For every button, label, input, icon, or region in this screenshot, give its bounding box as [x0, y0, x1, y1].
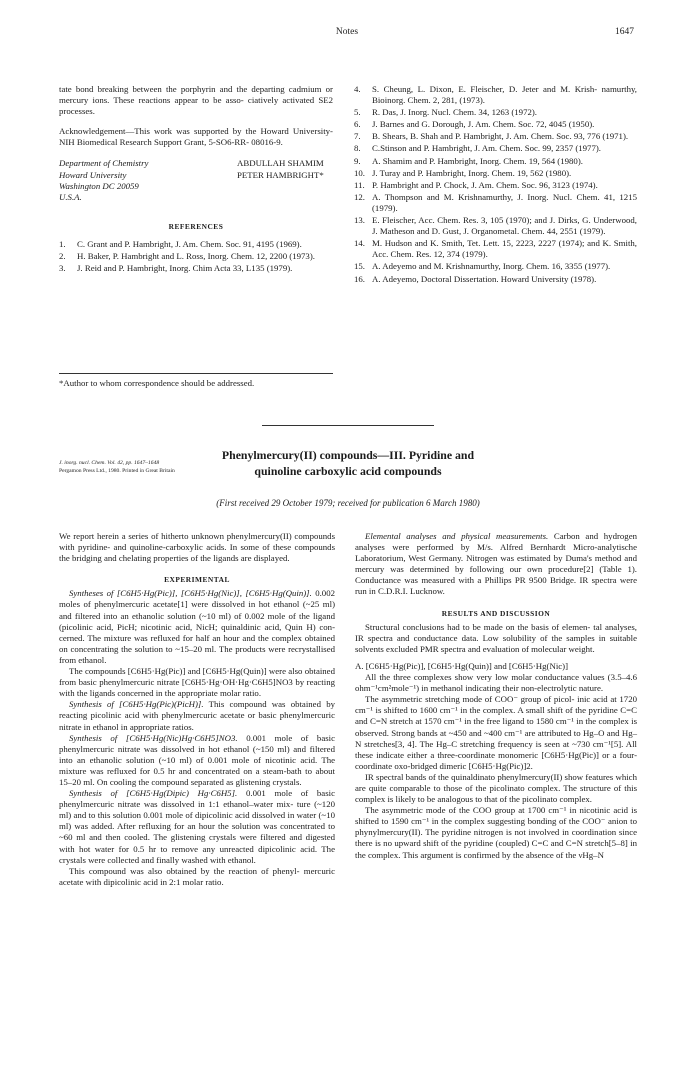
reference-item — [59, 263, 333, 274]
experimental-heading: EXPERIMENTAL — [164, 575, 230, 585]
reference-number: 9. — [354, 155, 361, 166]
journal-citation: J. inorg. nucl. Chem. Vol. 42, pp. 1647–1648 — [59, 460, 160, 466]
reference-text: C. Grant and P. Hambright, J. Am. Chem. Soc. 91, 4195 (1969). — [77, 238, 302, 249]
spacer — [355, 598, 637, 604]
reference-text: P. Hambright and P. Chock, J. Am. Chem. Soc. 96, 3123 (1974). — [372, 179, 598, 190]
dept-line: Department of Chemistry — [59, 158, 149, 169]
reference-item — [354, 274, 637, 285]
bottom-right-column — [355, 531, 637, 861]
reference-number: 6. — [354, 119, 361, 130]
reference-number: 4. — [354, 84, 361, 94]
department-address — [59, 158, 148, 202]
top-right-column — [354, 84, 637, 286]
synthesis-label: Synthesis of [C6H5·Hg(Nic)Hg·C6H5]NO3. — [69, 732, 238, 743]
reference-text: B. Shears, B. Shah and P. Hambright, J. Am. Chem. Soc. 93, 776 (1971). — [372, 131, 629, 142]
dept-line: Howard University — [59, 169, 127, 180]
publisher-line: Pergamon Press Ltd., 1980. Printed in Great Britain — [59, 467, 175, 474]
reference-number: 5. — [354, 107, 361, 118]
synthesis-paragraph — [59, 788, 335, 866]
page-number: 1647 — [615, 27, 634, 37]
reference-text: M. Hudson and K. Smith, Tet. Lett. 15, 2223, 2227 (1974); and K. Smith, Acc. Chem. Res. 12, 374 (1979). — [372, 238, 637, 260]
reference-number: 7. — [354, 131, 361, 142]
synthesis-paragraph: This compound was also obtained by the reaction of phenyl- mercuric acetate with dipicolinic acid in 2:1 molar ratio. — [59, 865, 335, 887]
reference-number: 10. — [354, 167, 365, 178]
reference-item — [354, 143, 637, 154]
title-line: Phenylmercury(II) compounds—III. Pyridine and — [221, 448, 475, 462]
synthesis-paragraph — [59, 733, 335, 788]
synthesis-paragraph — [59, 699, 335, 732]
measurements-text: Carbon and hydrogen analyses were performed by M/s. Alfred Bernhardt Micro-analytische Laboratorium, West Germany. Nitrogen was estimated by Duma's method and mercury was determined by following our own procedure[2] (Table 1). Conductance was measured with a Phillips PR 9500 Bridge. IR spectra were run in C.D.R.I. Lucknow. — [355, 531, 637, 597]
results-intro: Structural conclusions had to be made on the basis of elemen- tal analyses, IR spectra and conductance data. Low solubility of the samples in suitable solvents excluded PMR spectra and evaluation of molecular weight. — [355, 621, 637, 654]
reference-number: 12. — [354, 191, 365, 202]
running-head — [60, 27, 634, 41]
reference-number: 3. — [59, 262, 66, 273]
author-name: PETER HAMBRIGHT* — [237, 169, 324, 180]
results-paragraph: The asymmetric mode of the COO group at 1700 cm⁻¹ in nicotinic acid is shifted to 1590 cm⁻¹ in the complex suggesting bonding of the COO⁻ anion to phynylmercury(II). The pyridine nitrogen is not involved in coordination since there is no upward shift of the pyridine (coupled) C=C and C=N stretch[5–8] in the complex. This argument is confirmed by the absence of the νHg–N — [355, 805, 637, 860]
synthesis-paragraph: The compounds [C6H5·Hg(Pic)] and [C6H5·Hg(Quin)] were also obtained from basic phenylmercuric nitrate [C6H5·Hg·OH·Hg·C6H5]NO3 by reacting with the ligands concerned in the appropriate molar ratio. — [59, 666, 335, 699]
dept-line: Washington DC 20059 — [59, 180, 139, 191]
running-head-title: Notes — [335, 27, 359, 37]
top-left-column — [59, 84, 333, 275]
reference-item — [354, 192, 637, 214]
synthesis-label: Synthesis of [C6H5·Hg(Dipic) Hg·C6H5]. — [69, 788, 238, 799]
reference-number: 16. — [354, 273, 365, 284]
references-heading: REFERENCES — [168, 222, 224, 232]
reference-text: R. Das, J. Inorg. Nucl. Chem. 34, 1263 (1972). — [372, 107, 538, 118]
results-paragraph: All the three complexes show very low molar conductance values (3.5–4.6 ohm⁻¹cm²mole⁻¹) in methanol indicating their non-electrolytic nature. — [355, 672, 637, 694]
reference-item — [354, 180, 637, 191]
affiliation-block — [59, 158, 333, 204]
reference-number: 15. — [354, 261, 365, 272]
results-paragraph: IR spectral bands of the quinaldinato phenylmercury(II) show features which are quite comparable to those of the picolinato complex. The structure of this complex is likely to be analogous to that of the picolinato complex. — [355, 771, 637, 805]
measurements-paragraph — [355, 531, 637, 598]
synthesis-text: 0.002 moles of phenylmercuric acetate[1] were dissolved in hot ethanol (~25 ml) and filtered into an ethanolic solution (~10 ml) of 0.002 mole of the ligand (picolinic acid, PicH; nicotinic acid, NicH; quinaldinic acid, Quin H) con- cerned. The mixture was refluxed for half an hour and the complex obtained on concentrating the solution to ~15–20 ml. The products were recrystallised from ethanol. — [59, 588, 335, 665]
author-names — [237, 158, 324, 180]
spacer — [59, 564, 335, 570]
synthesis-text: This compound was obtained by reacting picolinic acid with phenylmercuric acetate or basic phenylmercuric nitrate in ethanol in appropriate ratios. — [59, 699, 335, 732]
reference-text: E. Fleischer, Acc. Chem. Res. 3, 105 (1970); and J. Dirks, G. Underwood, J. Matheson and D. Gust, J. Organometal. Chem. 44, 2551 (1979). — [372, 215, 637, 237]
reference-item — [59, 251, 333, 262]
reference-text: J. Barnes and G. Dorough, J. Am. Chem. Soc. 72, 4045 (1950). — [372, 119, 595, 130]
synthesis-label: Syntheses of [C6H5·Hg(Pic)], [C6H5·Hg(Nic)], [C6H5·Hg(Quin)]. — [69, 588, 312, 599]
acknowledgement: Acknowledgement—This work was supported by the Howard University-NIH Biomedical Research Support Grant, 5-SO6-RR- 08016-9. — [59, 126, 333, 148]
footnote: *Author to whom correspondence should be addressed. — [59, 378, 255, 388]
reference-item — [354, 84, 637, 106]
synthesis-paragraph — [59, 588, 335, 666]
reference-text: J. Reid and P. Hambright, Inorg. Chim Acta 33, L135 (1979). — [77, 262, 293, 273]
dept-line: U.S.A. — [59, 191, 82, 202]
reference-number: 14. — [354, 238, 365, 249]
subsection-heading: A. [C6H5·Hg(Pic)], [C6H5·Hg(Quin)] and [C6H5·Hg(Nic)] — [355, 660, 569, 671]
reference-item — [354, 168, 637, 179]
article-title — [120, 448, 576, 479]
reference-item — [354, 107, 637, 118]
reference-item — [354, 261, 637, 272]
reference-number: 1. — [59, 238, 66, 249]
reference-item — [354, 238, 637, 260]
reference-text: H. Baker, P. Hambright and L. Ross, Inorg. Chem. 12, 2200 (1973). — [77, 250, 315, 261]
reference-number: 2. — [59, 250, 66, 261]
reference-text: S. Cheung, L. Dixon, E. Fleischer, D. Jeter and M. Krish- namurthy, Bioinorg. Chem. 2, 281, (1973). — [372, 84, 637, 106]
footnote-rule — [59, 373, 333, 374]
reference-text: A. Shamim and P. Hambright, Inorg. Chem. 19, 564 (1980). — [372, 155, 583, 166]
reference-item — [354, 119, 637, 130]
closing-paragraph: tate bond breaking between the porphyrin and the departing cadmium or mercury ions. These reactions appear to be asso- ciatively activated SE2 processes. — [59, 84, 333, 117]
article-divider — [262, 425, 434, 426]
reference-item — [354, 156, 637, 167]
reference-number: 8. — [354, 143, 361, 154]
received-dates: (First received 29 October 1979; received for publication 6 March 1980) — [216, 498, 480, 508]
title-line: quinoline carboxylic acid compounds — [254, 463, 442, 478]
synthesis-label: Synthesis of [C6H5·Hg(Pic)(PicH)]. — [69, 699, 204, 710]
reference-text: J. Turay and P. Hambright, Inorg. Chem. 19, 562 (1980). — [372, 167, 572, 178]
reference-item — [354, 131, 637, 142]
reference-text: A. Adeyemo and M. Krishnamurthy, Inorg. Chem. 16, 3355 (1977). — [372, 261, 611, 272]
reference-number: 13. — [354, 215, 365, 226]
bottom-left-column — [59, 531, 335, 888]
results-paragraph: The asymmetric stretching mode of COO⁻ group of picol- inic acid at 1720 cm⁻¹ is shifted to 1600 cm⁻¹ in the complex. A small shift of the pyridine C=C and C=N stretch at 1570 cm⁻¹ in the free ligand to 1580 cm⁻¹ in the complex is observed. Strong bands at ~450 and ~400 cm⁻¹ are attributed to Hg–O and Hg–N stretches[3, 4]. The Hg–C stretching frequency is seen at ~730 cm⁻¹[5]. All these indicate either a three-coordinate monomeric [C6H5·Hg(Pic)] or a four-coordinate oxo-bridged dimeric [C6H5·Hg(Pic)]2. — [355, 694, 637, 771]
reference-text: A. Thompson and M. Krishnamurthy, J. Inorg. Nucl. Chem. 41, 1215 (1979). — [372, 191, 637, 213]
measurements-label: Elemental analyses and physical measurements. — [365, 531, 549, 541]
reference-text: C.Stinson and P. Hambright, J. Am. Chem. Soc. 99, 2357 (1977). — [372, 143, 601, 154]
reference-item — [59, 239, 333, 250]
intro-paragraph: We report herein a series of hitherto unknown phenylmercury(II) compounds with pyridine- and quinoline-carboxylic acids. In some of these compounds the bridging and chelating properties of the ligands are displayed. — [59, 531, 335, 564]
reference-text: A. Adeyemo, Doctoral Dissertation. Howard University (1978). — [372, 273, 597, 284]
reference-item — [354, 215, 637, 237]
synthesis-text: 0.001 mole of basic phenylmercuric nitrate was dissolved in 1:1 ethanol–water mix- ture (~120 ml) and to this solution 0.001 mole of dipicolinic acid dissolved in water (~10 ml) was added. After refluxing for an hour the solution was concentrated to ~60 ml and then cooled. The glistening crystals were filtered and digested with hot water for 0.5 hr to remove any unreacted dipicolinic acid. The crystals were collected and finally washed with ethanol. — [59, 788, 335, 865]
reference-number: 11. — [354, 179, 365, 190]
results-heading: RESULTS AND DISCUSSION — [441, 608, 551, 618]
author-name: ABDULLAH SHAMIM — [237, 158, 324, 169]
synthesis-text: 0.001 mole of basic phenylmercuric nitrate was dissolved in hot ethanol (~150 ml) and filtered into an ethanolic solution (~10 ml) of 0.001 mole of nicotinic acid. The mixture was refluxed for 0.5 hr and concentrated on a steam-bath to about 15–20 ml. On cooling the compound separated as glistening crystals. — [59, 732, 335, 787]
